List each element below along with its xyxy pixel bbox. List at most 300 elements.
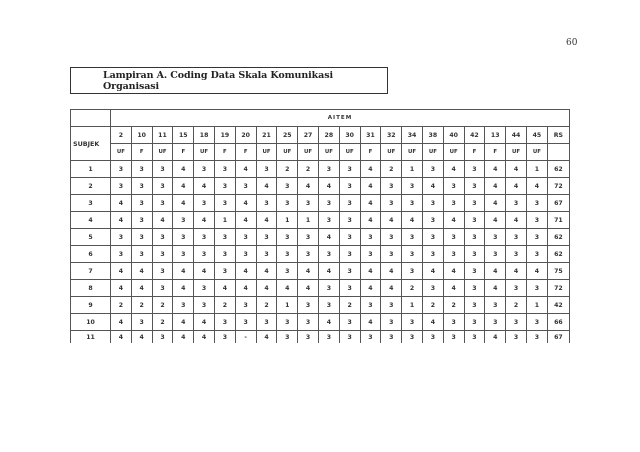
score-cell: 3 — [194, 280, 215, 297]
score-cell: 4 — [111, 331, 132, 344]
score-cell: 3 — [256, 161, 277, 178]
score-cell: 3 — [464, 229, 485, 246]
item-number-header: 28 — [318, 127, 339, 144]
score-cell: 4 — [318, 263, 339, 280]
item-number-header: 20 — [235, 127, 256, 144]
score-cell: 3 — [111, 229, 132, 246]
score-cell: 3 — [443, 331, 464, 344]
score-cell: 2 — [402, 280, 423, 297]
score-cell: 3 — [485, 314, 506, 331]
score-cell: 3 — [277, 331, 298, 344]
item-category-cell: F — [131, 144, 152, 161]
table-row — [71, 314, 570, 331]
score-cell: 3 — [339, 331, 360, 344]
score-cell: 3 — [506, 246, 527, 263]
item-number-header: 30 — [339, 127, 360, 144]
score-cell: 3 — [360, 229, 381, 246]
score-cell: 4 — [526, 178, 547, 195]
score-cell: 4 — [256, 331, 277, 344]
score-cell: 4 — [506, 161, 527, 178]
score-cell: 4 — [111, 314, 132, 331]
score-cell: 4 — [235, 195, 256, 212]
table-header-row-group — [71, 110, 570, 127]
item-number-header: 21 — [256, 127, 277, 144]
score-cell: 3 — [277, 195, 298, 212]
item-number-header: 34 — [402, 127, 423, 144]
score-cell: 4 — [256, 263, 277, 280]
score-cell: 3 — [152, 246, 173, 263]
score-cell: 2 — [443, 297, 464, 314]
score-cell: 1 — [214, 212, 235, 229]
score-cell: 4 — [526, 263, 547, 280]
score-cell: 4 — [111, 195, 132, 212]
score-cell: 4 — [402, 212, 423, 229]
score-cell: 3 — [402, 229, 423, 246]
score-cell: 3 — [277, 263, 298, 280]
total-score-cell: 62 — [547, 246, 569, 263]
score-cell: 3 — [506, 331, 527, 344]
score-cell: 1 — [277, 297, 298, 314]
score-cell: 3 — [339, 263, 360, 280]
score-cell: 4 — [173, 263, 194, 280]
score-cell: 4 — [485, 331, 506, 344]
score-cell: 3 — [214, 331, 235, 344]
score-cell: 4 — [485, 212, 506, 229]
score-cell: 3 — [256, 229, 277, 246]
score-cell: 4 — [485, 161, 506, 178]
table-row — [71, 246, 570, 263]
score-cell: 4 — [360, 178, 381, 195]
appendix-title: Lampiran A. Coding Data Skala Komunikasi Organisasi — [103, 69, 333, 92]
score-cell: 3 — [381, 314, 402, 331]
item-number-header: 13 — [485, 127, 506, 144]
score-cell: 3 — [339, 212, 360, 229]
score-cell: 3 — [152, 161, 173, 178]
score-cell: 4 — [360, 212, 381, 229]
score-cell: 3 — [464, 212, 485, 229]
item-category-cell: UF — [111, 144, 132, 161]
item-number-header: 31 — [360, 127, 381, 144]
score-cell: 3 — [464, 195, 485, 212]
item-number-header: 38 — [422, 127, 443, 144]
score-cell: 3 — [464, 178, 485, 195]
score-cell: 4 — [381, 263, 402, 280]
score-cell: 4 — [360, 161, 381, 178]
score-cell: 3 — [173, 229, 194, 246]
score-cell: 3 — [194, 195, 215, 212]
score-cell: 3 — [173, 297, 194, 314]
score-cell: 2 — [214, 297, 235, 314]
item-category-cell: F — [214, 144, 235, 161]
item-number-header: 44 — [506, 127, 527, 144]
appendix-title-box — [70, 67, 388, 94]
score-cell: 3 — [443, 246, 464, 263]
table-header-row-categories — [71, 144, 570, 161]
score-cell: 3 — [443, 178, 464, 195]
table-row — [71, 297, 570, 314]
score-cell: 4 — [443, 212, 464, 229]
table-row — [71, 178, 570, 195]
score-cell: 3 — [111, 178, 132, 195]
score-cell: 3 — [464, 246, 485, 263]
score-cell: 2 — [298, 161, 319, 178]
score-cell: 3 — [256, 246, 277, 263]
score-cell: 3 — [422, 246, 443, 263]
score-cell: 3 — [173, 212, 194, 229]
total-score-cell: 67 — [547, 331, 569, 344]
score-cell: 3 — [152, 331, 173, 344]
table-row — [71, 331, 570, 344]
score-cell: 3 — [464, 280, 485, 297]
score-cell: 4 — [318, 178, 339, 195]
score-cell: 3 — [402, 195, 423, 212]
item-number-header: 25 — [277, 127, 298, 144]
score-cell: 3 — [381, 297, 402, 314]
score-cell: 4 — [381, 212, 402, 229]
subject-number-cell: 11 — [71, 331, 111, 344]
score-cell: 4 — [277, 280, 298, 297]
score-cell: 2 — [152, 297, 173, 314]
score-cell: 3 — [506, 280, 527, 297]
subject-number-cell: 4 — [71, 212, 111, 229]
subject-number-cell: 9 — [71, 297, 111, 314]
item-category-cell: F — [173, 144, 194, 161]
page-number: 60 — [566, 38, 578, 48]
score-cell: 3 — [318, 297, 339, 314]
item-category-cell: UF — [298, 144, 319, 161]
score-cell: 3 — [339, 314, 360, 331]
score-cell: 3 — [173, 246, 194, 263]
score-cell: 1 — [526, 297, 547, 314]
score-cell: 3 — [131, 314, 152, 331]
score-cell: 3 — [235, 314, 256, 331]
subject-number-cell: 8 — [71, 280, 111, 297]
score-cell: 3 — [422, 280, 443, 297]
score-cell: 3 — [422, 195, 443, 212]
score-cell: 4 — [360, 195, 381, 212]
score-cell: 3 — [422, 229, 443, 246]
score-cell: 3 — [360, 297, 381, 314]
score-cell: 3 — [381, 195, 402, 212]
item-category-cell: F — [360, 144, 381, 161]
total-score-cell: 71 — [547, 212, 569, 229]
score-cell: 3 — [526, 246, 547, 263]
score-cell: 3 — [318, 212, 339, 229]
item-category-cell: UF — [194, 144, 215, 161]
score-cell: 3 — [152, 229, 173, 246]
item-category-cell: UF — [277, 144, 298, 161]
table-row — [71, 212, 570, 229]
score-cell: 1 — [402, 161, 423, 178]
score-cell: 3 — [318, 246, 339, 263]
total-score-cell: 67 — [547, 195, 569, 212]
score-cell: 3 — [422, 212, 443, 229]
score-cell: 3 — [318, 331, 339, 344]
total-score-cell: 75 — [547, 263, 569, 280]
score-cell: 2 — [339, 297, 360, 314]
score-cell: 3 — [526, 314, 547, 331]
score-cell: 4 — [173, 331, 194, 344]
item-category-cell: UF — [152, 144, 173, 161]
score-cell: 3 — [131, 229, 152, 246]
score-cell: 3 — [214, 178, 235, 195]
total-score-cell: 62 — [547, 161, 569, 178]
score-cell: 4 — [256, 178, 277, 195]
score-cell: 3 — [214, 246, 235, 263]
score-cell: 4 — [443, 280, 464, 297]
item-category-cell: F — [485, 144, 506, 161]
item-category-cell: UF — [443, 144, 464, 161]
score-cell: 4 — [111, 263, 132, 280]
score-cell: 3 — [339, 195, 360, 212]
item-category-cell: UF — [339, 144, 360, 161]
subject-header-spacer — [71, 110, 111, 127]
score-cell: 3 — [194, 161, 215, 178]
score-cell: 4 — [318, 229, 339, 246]
score-cell: 3 — [298, 297, 319, 314]
score-cell: 3 — [131, 212, 152, 229]
score-cell: 4 — [506, 178, 527, 195]
score-cell: 4 — [131, 280, 152, 297]
score-cell: 4 — [422, 314, 443, 331]
score-cell: 3 — [381, 229, 402, 246]
score-cell: 4 — [194, 314, 215, 331]
score-cell: 3 — [506, 195, 527, 212]
score-cell: 4 — [235, 280, 256, 297]
total-category-spacer — [547, 144, 569, 161]
table-row — [71, 263, 570, 280]
score-cell: 1 — [526, 161, 547, 178]
score-cell: 4 — [422, 263, 443, 280]
score-cell: 4 — [173, 195, 194, 212]
score-cell: 3 — [464, 263, 485, 280]
score-cell: 3 — [506, 314, 527, 331]
score-cell: 3 — [526, 331, 547, 344]
score-cell: 4 — [194, 263, 215, 280]
score-cell: 3 — [402, 263, 423, 280]
score-cell: 3 — [318, 161, 339, 178]
score-cell: 4 — [298, 280, 319, 297]
score-cell: 4 — [235, 263, 256, 280]
score-cell: 3 — [402, 246, 423, 263]
table-row — [71, 161, 570, 178]
score-cell: 4 — [485, 263, 506, 280]
score-cell: 3 — [131, 195, 152, 212]
score-cell: - — [235, 331, 256, 344]
score-cell: 3 — [526, 212, 547, 229]
score-cell: 3 — [235, 246, 256, 263]
score-cell: 4 — [298, 263, 319, 280]
score-cell: 4 — [152, 212, 173, 229]
subject-number-cell: 3 — [71, 195, 111, 212]
score-cell: 4 — [422, 178, 443, 195]
score-cell: 3 — [443, 229, 464, 246]
item-number-header: 15 — [173, 127, 194, 144]
score-cell: 3 — [131, 246, 152, 263]
score-cell: 3 — [360, 246, 381, 263]
item-category-cell: UF — [526, 144, 547, 161]
score-cell: 3 — [464, 331, 485, 344]
score-cell: 3 — [194, 246, 215, 263]
item-number-header: 40 — [443, 127, 464, 144]
score-cell: 3 — [256, 195, 277, 212]
item-group-header: AITEM — [111, 110, 570, 127]
score-cell: 4 — [485, 280, 506, 297]
score-cell: 4 — [111, 280, 132, 297]
score-cell: 3 — [422, 331, 443, 344]
score-cell: 3 — [402, 314, 423, 331]
score-cell: 3 — [152, 263, 173, 280]
score-cell: 4 — [235, 161, 256, 178]
subject-number-cell: 7 — [71, 263, 111, 280]
score-cell: 3 — [360, 331, 381, 344]
item-category-cell: UF — [381, 144, 402, 161]
score-cell: 4 — [360, 280, 381, 297]
total-score-cell: 62 — [547, 229, 569, 246]
item-category-cell: UF — [422, 144, 443, 161]
item-number-header: 19 — [214, 127, 235, 144]
score-cell: 4 — [506, 263, 527, 280]
score-cell: 4 — [318, 314, 339, 331]
score-cell: 4 — [443, 263, 464, 280]
item-category-cell: F — [464, 144, 485, 161]
item-number-header: 42 — [464, 127, 485, 144]
score-cell: 3 — [214, 314, 235, 331]
score-cell: 3 — [526, 195, 547, 212]
score-cell: 3 — [131, 178, 152, 195]
score-cell: 3 — [131, 161, 152, 178]
score-cell: 3 — [194, 297, 215, 314]
total-score-cell: 72 — [547, 280, 569, 297]
score-cell: 4 — [194, 212, 215, 229]
score-cell: 4 — [360, 263, 381, 280]
score-cell: 4 — [381, 280, 402, 297]
score-cell: 3 — [194, 229, 215, 246]
score-cell: 3 — [298, 314, 319, 331]
item-category-cell: UF — [506, 144, 527, 161]
score-cell: 3 — [277, 314, 298, 331]
coding-table-body — [71, 110, 570, 344]
score-cell: 3 — [235, 229, 256, 246]
score-cell: 3 — [381, 331, 402, 344]
item-category-cell: UF — [256, 144, 277, 161]
score-cell: 3 — [443, 314, 464, 331]
score-cell: 3 — [485, 297, 506, 314]
score-cell: 4 — [256, 280, 277, 297]
score-cell: 2 — [111, 297, 132, 314]
item-number-header: 32 — [381, 127, 402, 144]
subject-number-cell: 5 — [71, 229, 111, 246]
score-cell: 3 — [339, 229, 360, 246]
score-cell: 2 — [422, 297, 443, 314]
score-cell: 3 — [152, 195, 173, 212]
item-number-header: 2 — [111, 127, 132, 144]
subject-number-cell: 6 — [71, 246, 111, 263]
score-cell: 3 — [111, 246, 132, 263]
score-cell: 4 — [173, 314, 194, 331]
item-number-header: 27 — [298, 127, 319, 144]
table-row — [71, 229, 570, 246]
item-number-header: 18 — [194, 127, 215, 144]
score-cell: 2 — [131, 297, 152, 314]
score-cell: 3 — [443, 195, 464, 212]
score-cell: 3 — [152, 178, 173, 195]
score-cell: 3 — [485, 246, 506, 263]
subject-header: SUBJEK — [71, 127, 111, 161]
score-cell: 4 — [194, 178, 215, 195]
score-cell: 3 — [256, 314, 277, 331]
score-cell: 3 — [214, 263, 235, 280]
table-header-row-items — [71, 127, 570, 144]
score-cell: 4 — [194, 331, 215, 344]
score-cell: 3 — [464, 314, 485, 331]
table-row — [71, 280, 570, 297]
score-cell: 1 — [298, 212, 319, 229]
score-cell: 2 — [506, 297, 527, 314]
score-cell: 3 — [277, 246, 298, 263]
score-cell: 4 — [298, 178, 319, 195]
total-score-cell: 66 — [547, 314, 569, 331]
score-cell: 3 — [485, 229, 506, 246]
score-cell: 4 — [256, 212, 277, 229]
score-cell: 3 — [298, 229, 319, 246]
score-cell: 4 — [173, 280, 194, 297]
score-cell: 4 — [131, 263, 152, 280]
score-cell: 3 — [152, 280, 173, 297]
score-cell: 3 — [235, 297, 256, 314]
item-number-header: 10 — [131, 127, 152, 144]
score-cell: 3 — [298, 331, 319, 344]
score-cell: 2 — [256, 297, 277, 314]
score-cell: 4 — [131, 331, 152, 344]
score-cell: 3 — [526, 280, 547, 297]
score-cell: 4 — [485, 178, 506, 195]
score-cell: 3 — [526, 229, 547, 246]
score-cell: 4 — [173, 161, 194, 178]
score-cell: 4 — [235, 212, 256, 229]
score-cell: 3 — [339, 161, 360, 178]
item-category-cell: UF — [402, 144, 423, 161]
score-cell: 2 — [277, 161, 298, 178]
score-cell: 3 — [277, 178, 298, 195]
score-cell: 1 — [402, 297, 423, 314]
score-cell: 3 — [111, 161, 132, 178]
score-cell: 3 — [277, 229, 298, 246]
score-cell: 3 — [381, 246, 402, 263]
score-cell: 3 — [339, 246, 360, 263]
score-cell: 3 — [464, 297, 485, 314]
score-cell: 3 — [339, 178, 360, 195]
score-cell: 3 — [464, 161, 485, 178]
score-cell: 4 — [443, 161, 464, 178]
score-cell: 3 — [318, 195, 339, 212]
subject-number-cell: 1 — [71, 161, 111, 178]
item-category-cell: UF — [318, 144, 339, 161]
subject-number-cell: 10 — [71, 314, 111, 331]
score-cell: 3 — [235, 178, 256, 195]
table-row — [71, 195, 570, 212]
score-cell: 2 — [152, 314, 173, 331]
score-cell: 3 — [402, 178, 423, 195]
score-cell: 4 — [173, 178, 194, 195]
score-cell: 3 — [214, 161, 235, 178]
score-cell: 3 — [381, 178, 402, 195]
score-cell: 3 — [318, 280, 339, 297]
total-score-header: RS — [547, 127, 569, 144]
score-cell: 3 — [339, 280, 360, 297]
score-cell: 3 — [402, 331, 423, 344]
score-cell: 2 — [381, 161, 402, 178]
